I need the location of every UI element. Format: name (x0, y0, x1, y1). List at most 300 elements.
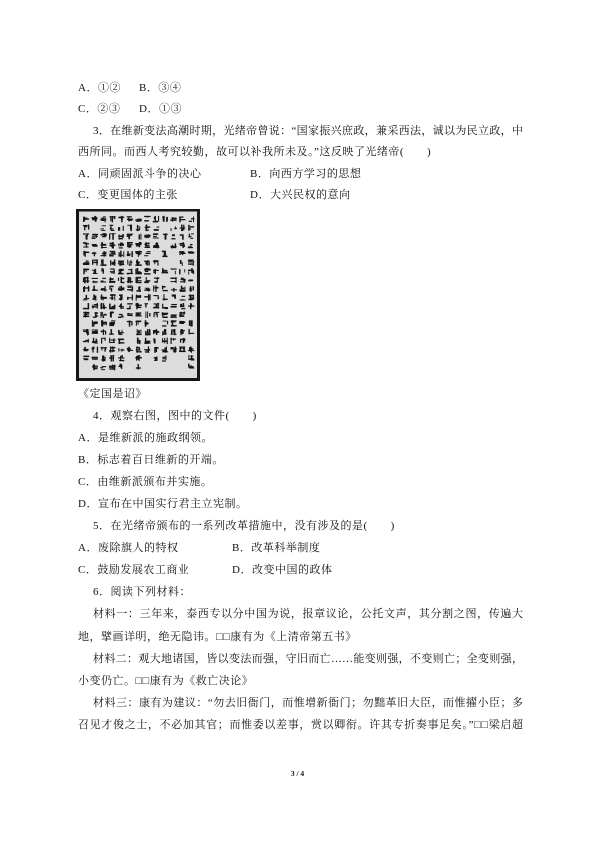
scan-stroke (189, 348, 192, 349)
scan-stroke (136, 367, 141, 368)
scan-stroke (136, 303, 137, 309)
scan-stroke (147, 312, 148, 318)
scan-stroke (173, 288, 174, 291)
scan-stroke (92, 366, 98, 367)
scan-stroke (119, 247, 123, 248)
scan-stroke (94, 368, 97, 369)
scan-stroke (83, 219, 84, 222)
scan-stroke (181, 278, 184, 279)
scan-stroke (118, 227, 119, 231)
scan-stroke (180, 315, 185, 316)
scan-stroke (183, 347, 185, 351)
scan-stroke (122, 330, 123, 333)
scan-stroke (150, 294, 151, 300)
scan-stroke (146, 225, 147, 232)
material-2-line-2: 小变仍亡。□□康有为《救亡决论》 (78, 674, 254, 687)
scan-stroke (145, 271, 148, 272)
scan-stroke (127, 260, 128, 265)
option-a: A．同顽固派斗争的决心 (78, 167, 202, 180)
option-c: C．②③ (78, 103, 121, 115)
scan-stroke (149, 262, 150, 266)
scan-stroke (101, 338, 105, 339)
material-1-line-1: 材料一：三年来，泰西专以分中国为说，报章议论，公托文声，其分割之图，传遍大 (93, 608, 523, 621)
edict-scan-image (76, 209, 200, 381)
scan-stroke (153, 233, 158, 235)
scan-stroke (101, 218, 104, 219)
scan-stroke (153, 285, 154, 291)
scan-stroke (109, 255, 113, 256)
scan-stroke (191, 218, 194, 219)
scan-stroke (190, 294, 191, 299)
scan-stroke (109, 234, 110, 240)
scan-stroke (156, 312, 157, 315)
scan-stroke (83, 218, 87, 219)
scan-stroke (120, 251, 121, 257)
scan-stroke (123, 226, 124, 231)
scan-stroke (110, 268, 113, 269)
scan-stroke (92, 260, 93, 265)
upper-text-block (78, 78, 523, 207)
scan-stroke (162, 358, 166, 359)
scan-stroke (109, 342, 115, 343)
scan-stroke (118, 278, 119, 281)
scan-stroke (179, 271, 180, 274)
scan-stroke (127, 219, 133, 220)
scan-stroke (120, 308, 124, 309)
scan-stroke (92, 347, 93, 350)
scan-stroke (101, 280, 104, 281)
scan-stroke (109, 338, 110, 343)
scan-stroke (190, 244, 193, 245)
scan-stroke (119, 286, 120, 291)
scan-stroke (148, 346, 149, 353)
question-3-options-row-1 (78, 164, 523, 186)
scan-stroke (135, 315, 141, 316)
scan-stroke (179, 216, 183, 217)
scan-stroke (119, 364, 120, 367)
scan-stroke (189, 367, 194, 368)
scan-stroke (109, 357, 112, 359)
scan-stroke (127, 303, 133, 304)
scan-stroke (110, 312, 114, 313)
scan-glyph (170, 314, 176, 317)
scan-stroke (83, 280, 89, 281)
scan-stroke (103, 216, 106, 217)
scan-stroke (130, 260, 131, 265)
scan-stroke (128, 347, 129, 352)
scan-stroke (188, 246, 191, 247)
scan-stroke (94, 252, 95, 256)
scan-stroke (164, 338, 165, 344)
scan-stroke (127, 285, 132, 286)
scan-stroke (112, 306, 115, 307)
scan-stroke (165, 355, 166, 360)
scan-stroke (165, 233, 166, 239)
scan-stroke (102, 359, 106, 361)
scan-stroke (101, 303, 102, 309)
scan-stroke (92, 342, 96, 343)
scan-stroke (180, 251, 184, 253)
scan-stroke (137, 351, 142, 352)
question-3-stem-line-1: 3．在维新变法高潮时期，光绪帝曾说：“国家振兴庶政，兼采西法，诚以为民立政，中 (93, 124, 523, 137)
scan-stroke (164, 329, 165, 332)
question-4-option-d: D．宣布在中国实行君主立宪制。 (78, 498, 248, 511)
scan-stroke (83, 263, 86, 264)
scan-glyph (92, 329, 98, 333)
scan-stroke (138, 220, 142, 221)
scan-stroke (111, 272, 114, 273)
scan-stroke (192, 286, 193, 290)
scan-stroke (110, 225, 114, 226)
scan-stroke (188, 252, 195, 253)
scan-stroke (110, 226, 111, 230)
scan-stroke (139, 251, 140, 255)
scan-stroke (88, 287, 90, 292)
scan-stroke (109, 324, 114, 325)
scan-stroke (93, 365, 95, 370)
scan-stroke (109, 286, 110, 290)
question-6-stem: 6．阅读下列材料： (93, 586, 191, 599)
scan-glyph (118, 261, 124, 266)
scan-stroke (145, 312, 146, 319)
scan-stroke (184, 269, 185, 272)
scan-stroke (171, 228, 172, 231)
scan-stroke (145, 247, 150, 248)
scan-stroke (147, 251, 151, 252)
scan-stroke (148, 234, 149, 238)
scan-stroke (92, 320, 93, 326)
scan-stroke (109, 304, 111, 308)
scan-stroke (102, 278, 105, 279)
scan-stroke (190, 320, 191, 326)
scan-stroke (92, 298, 95, 299)
scan-stroke (109, 350, 114, 351)
scan-stroke (188, 280, 193, 281)
scan-stroke (175, 271, 176, 275)
scan-stroke (109, 333, 114, 334)
scan-stroke (88, 331, 89, 335)
scan-stroke (83, 242, 86, 243)
scan-stroke (157, 313, 158, 317)
scan-stroke (153, 295, 157, 296)
scan-stroke (165, 308, 168, 309)
scan-stroke (93, 260, 97, 261)
scan-stroke (139, 340, 141, 344)
scan-stroke (118, 263, 123, 264)
scan-stroke (149, 313, 150, 316)
scan-stroke (101, 369, 105, 370)
scan-stroke (102, 312, 103, 316)
question-5-options-row-1 (78, 537, 523, 559)
scan-stroke (144, 216, 151, 217)
scan-stroke (162, 325, 166, 326)
scan-stroke (119, 306, 122, 307)
scan-stroke (167, 338, 168, 344)
scan-stroke (92, 290, 98, 291)
scan-stroke (162, 338, 163, 343)
scan-stroke (119, 238, 123, 240)
scan-stroke (132, 286, 133, 290)
previous-question-options-row-2 (78, 99, 523, 121)
scan-stroke (190, 238, 193, 239)
scan-stroke (191, 355, 192, 358)
scan-stroke (101, 320, 102, 326)
scan-stroke (129, 263, 130, 266)
scan-stroke (113, 233, 114, 239)
scan-stroke (111, 294, 112, 300)
scan-stroke (121, 277, 122, 283)
scan-stroke (92, 329, 98, 330)
previous-question-options-row-1 (78, 78, 523, 100)
scan-stroke (84, 269, 88, 271)
scan-stroke (111, 288, 112, 292)
scan-stroke (83, 316, 89, 317)
scan-stroke (171, 330, 173, 334)
scan-stroke (182, 296, 186, 297)
scan-stroke (131, 269, 133, 274)
scan-stroke (180, 260, 182, 263)
scan-stroke (118, 330, 120, 333)
scan-stroke (191, 365, 192, 368)
question-4-option-c: C．由维新派颁布并实施。 (78, 476, 213, 489)
scan-stroke (163, 321, 167, 322)
scan-stroke (86, 235, 87, 238)
scan-stroke (144, 235, 150, 237)
scan-stroke (84, 277, 89, 278)
scan-stroke (171, 314, 177, 315)
scan-stroke (119, 269, 124, 270)
scan-stroke (129, 350, 133, 351)
option-a: A．①② (78, 81, 121, 94)
scan-stroke (83, 312, 89, 313)
scan-stroke (162, 360, 166, 361)
scan-stroke (138, 252, 139, 257)
scan-stroke (103, 305, 104, 309)
scan-stroke (171, 325, 177, 326)
scan-stroke (135, 357, 141, 359)
scan-stroke (127, 281, 133, 282)
scan-stroke (83, 358, 87, 359)
scan-stroke (148, 294, 149, 300)
scan-stroke (189, 333, 194, 334)
scan-stroke (156, 242, 157, 246)
scan-stroke (102, 253, 107, 254)
scan-stroke (144, 255, 148, 256)
scan-stroke (110, 260, 111, 265)
scan-stroke (183, 303, 185, 306)
scan-stroke (83, 246, 88, 247)
scan-stroke (146, 253, 151, 254)
scan-stroke (127, 216, 132, 217)
scan-stroke (131, 225, 132, 232)
scan-stroke (137, 278, 138, 282)
scan-stroke (101, 347, 107, 348)
scan-stroke (127, 251, 128, 256)
scan-stroke (112, 262, 113, 265)
scan-stroke (174, 349, 175, 353)
scan-stroke (130, 277, 131, 283)
scan-stroke (136, 312, 142, 313)
scan-stroke (156, 304, 157, 307)
scan-stroke (119, 342, 125, 343)
scan-stroke (118, 244, 124, 245)
scan-stroke (85, 251, 86, 257)
scan-stroke (190, 346, 191, 352)
scan-glyph (189, 320, 193, 326)
scan-stroke (145, 320, 147, 327)
scan-stroke (110, 366, 116, 367)
scan-stroke (180, 219, 186, 220)
question-4-option-b: B．标志着百日维新的开端。 (78, 454, 224, 467)
scan-stroke (145, 331, 147, 335)
scan-stroke (171, 321, 176, 322)
question-4-option-a: A．是维新派的施政纲领。 (78, 432, 213, 445)
scan-stroke (100, 281, 106, 282)
scan-stroke (109, 244, 115, 246)
scan-stroke (180, 245, 184, 246)
scan-stroke (180, 339, 181, 343)
scan-stroke (111, 329, 113, 334)
scan-stroke (181, 330, 185, 331)
scan-stroke (127, 235, 133, 236)
scan-stroke (173, 338, 174, 341)
scan-stroke (146, 304, 147, 307)
scan-stroke (88, 225, 89, 230)
scan-stroke (100, 312, 101, 318)
scan-stroke (180, 347, 181, 352)
scan-stroke (104, 314, 107, 315)
scan-stroke (121, 349, 122, 352)
scan-stroke (189, 320, 191, 326)
scan-stroke (163, 290, 168, 291)
scan-stroke (153, 261, 158, 262)
scan-stroke (191, 233, 194, 234)
scan-stroke (83, 356, 89, 358)
scan-stroke (193, 260, 194, 266)
scan-stroke (101, 220, 105, 221)
scan-stroke (139, 348, 140, 351)
scan-stroke (119, 360, 124, 361)
scan-stroke (175, 243, 176, 248)
scan-stroke (181, 333, 184, 334)
scan-stroke (170, 281, 175, 282)
scan-stroke (137, 329, 138, 335)
scan-stroke (182, 262, 183, 266)
scan-stroke (170, 317, 176, 318)
option-b: B．向西方学习的思想 (250, 167, 362, 180)
scan-stroke (93, 286, 95, 291)
scan-stroke (92, 281, 97, 282)
scan-stroke (102, 233, 106, 234)
scan-stroke (104, 235, 107, 236)
scan-stroke (127, 348, 128, 351)
option-c: C．变更国体的主张 (78, 189, 178, 201)
scan-stroke (127, 313, 130, 314)
scan-stroke (131, 313, 132, 316)
scan-stroke (180, 312, 181, 316)
scan-stroke (140, 234, 141, 240)
scan-stroke (145, 342, 149, 344)
scan-stroke (189, 270, 193, 271)
scan-stroke (97, 347, 98, 353)
scan-stroke (83, 299, 87, 300)
scan-stroke (154, 229, 159, 230)
scan-stroke (158, 216, 159, 221)
scan-stroke (188, 272, 189, 275)
scan-stroke (86, 330, 87, 333)
scan-stroke (110, 278, 113, 279)
scan-stroke (135, 269, 136, 275)
scan-stroke (188, 355, 189, 358)
scan-stroke (147, 260, 148, 266)
scan-stroke (144, 269, 150, 270)
scan-stroke (103, 269, 104, 273)
scan-stroke (175, 226, 176, 229)
scan-stroke (119, 271, 120, 274)
option-a: A．废除旗人的特权 (78, 542, 179, 555)
scan-stroke (101, 260, 102, 264)
scan-stroke (136, 282, 141, 283)
scan-stroke (180, 281, 184, 282)
scan-stroke (190, 226, 194, 227)
scan-stroke (163, 350, 167, 351)
scan-stroke (162, 286, 166, 288)
scan-stroke (136, 298, 137, 301)
scan-stroke (103, 323, 106, 324)
scan-stroke (101, 245, 107, 246)
scan-stroke (149, 330, 150, 335)
scan-stroke (193, 295, 194, 300)
scan-stroke (188, 306, 194, 307)
scan-stroke (101, 339, 102, 344)
scan-stroke (180, 321, 182, 324)
scan-stroke (188, 358, 194, 360)
scan-stroke (130, 244, 133, 246)
scan-stroke (154, 313, 155, 318)
scan-stroke (165, 251, 166, 256)
scan-stroke (119, 255, 123, 256)
scan-stroke (101, 255, 107, 256)
scan-stroke (136, 277, 137, 283)
scan-stroke (119, 314, 122, 315)
scan-stroke (93, 262, 98, 263)
scan-stroke (154, 347, 156, 353)
scan-stroke (101, 294, 102, 297)
scan-stroke (144, 303, 147, 304)
scan-stroke (100, 367, 103, 368)
scan-stroke (92, 278, 98, 279)
scan-stroke (171, 238, 175, 239)
question-5-stem: 5．在光绪帝颁布的一系列改革措施中，没有涉及的是( ) (93, 520, 395, 533)
scan-stroke (92, 367, 97, 368)
scan-stroke (118, 338, 123, 339)
scan-stroke (170, 246, 176, 247)
scan-stroke (110, 322, 115, 323)
scan-stroke (188, 263, 192, 264)
scan-stroke (154, 339, 155, 344)
scan-stroke (120, 278, 124, 280)
scan-stroke (118, 217, 121, 218)
scan-stroke (137, 219, 141, 221)
scan-stroke (92, 358, 98, 359)
scan-stroke (163, 299, 166, 300)
scan-stroke (144, 281, 148, 282)
scan-stroke (128, 287, 132, 288)
scan-stroke (188, 259, 193, 261)
scan-stroke (153, 338, 154, 341)
scan-stroke (170, 278, 176, 279)
scan-stroke (189, 234, 190, 238)
